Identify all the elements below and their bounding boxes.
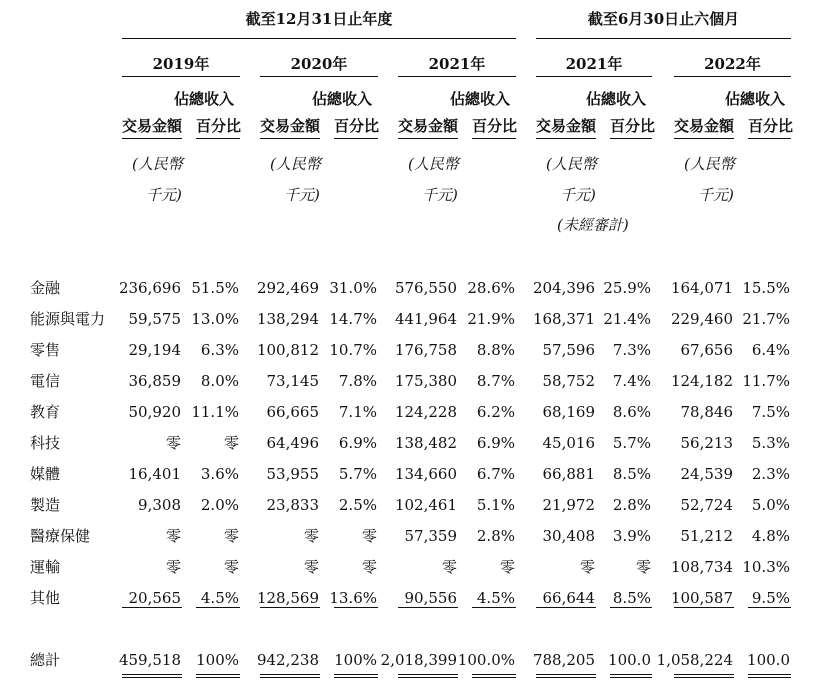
total-double-underline (748, 674, 791, 678)
cell-pct: 10.7% (329, 341, 377, 359)
col-header-pct: 百分比 (610, 117, 656, 135)
cell-pct: 6.3% (200, 341, 239, 359)
cell-pct: 2.0% (200, 496, 239, 514)
total-label: 總計 (30, 651, 61, 669)
cell-pct: 5.3% (751, 434, 790, 452)
cell-pct: 9.5% (751, 589, 790, 607)
subtotal-underline (472, 607, 516, 608)
total-pct: 100.0% (457, 651, 515, 669)
year-header: 2021年 (428, 55, 486, 73)
group-underline-full-year (122, 38, 516, 39)
col-header-amount-underline (260, 138, 320, 139)
cell-amount: 164,071 (670, 279, 733, 297)
cell-amount: 零 (165, 527, 181, 545)
cell-pct: 13.6% (329, 589, 377, 607)
total-amount: 788,205 (532, 651, 595, 669)
year-header: 2022年 (704, 55, 761, 73)
cell-amount: 21,972 (542, 496, 595, 514)
cell-pct: 21.4% (603, 310, 651, 328)
cell-amount: 124,228 (394, 403, 457, 421)
cell-amount: 100,812 (256, 341, 319, 359)
cell-amount: 零 (303, 527, 319, 545)
unit-label: (人民幣 (546, 155, 597, 173)
total-double-underline (334, 674, 378, 678)
cell-pct: 8.7% (476, 372, 515, 390)
cell-pct: 6.9% (338, 434, 377, 452)
subtotal-underline (260, 607, 320, 608)
year-underline (260, 76, 378, 77)
cell-pct: 14.7% (329, 310, 377, 328)
row-label: 製造 (30, 496, 61, 514)
col-header-pct: 佔總收入 (724, 90, 785, 108)
cell-amount: 108,734 (670, 558, 733, 576)
cell-amount: 67,656 (680, 341, 733, 359)
cell-pct: 7.8% (338, 372, 377, 390)
cell-amount: 58,752 (542, 372, 595, 390)
col-header-amount-underline (398, 138, 458, 139)
cell-amount: 236,696 (118, 279, 181, 297)
cell-pct: 8.5% (612, 589, 651, 607)
cell-pct: 15.5% (742, 279, 790, 297)
total-amount: 459,518 (118, 651, 181, 669)
row-label: 醫療保健 (30, 527, 91, 545)
cell-amount: 57,596 (542, 341, 595, 359)
cell-pct: 4.5% (476, 589, 515, 607)
col-header-amount: 交易金額 (674, 117, 735, 135)
unit-label: (人民幣 (270, 155, 321, 173)
total-amount: 1,058,224 (656, 651, 733, 669)
col-header-pct-underline (610, 138, 652, 139)
subtotal-underline (334, 607, 378, 608)
cell-pct: 13.0% (191, 310, 239, 328)
unit-label: (人民幣 (408, 155, 459, 173)
col-header-amount: 交易金額 (260, 117, 321, 135)
subtotal-underline (610, 607, 652, 608)
cell-amount: 229,460 (670, 310, 733, 328)
cell-pct: 零 (361, 558, 377, 576)
col-header-pct: 佔總收入 (173, 90, 234, 108)
cell-pct: 零 (223, 527, 239, 545)
cell-amount: 90,556 (404, 589, 457, 607)
unit-label: 千元) (560, 186, 596, 204)
subtotal-underline (748, 607, 791, 608)
total-double-underline (610, 674, 652, 678)
cell-pct: 零 (361, 527, 377, 545)
cell-amount: 134,660 (394, 465, 457, 483)
cell-amount: 36,859 (128, 372, 181, 390)
cell-pct: 11.7% (742, 372, 790, 390)
col-header-pct: 百分比 (472, 117, 518, 135)
cell-amount: 68,169 (542, 403, 595, 421)
cell-pct: 2.8% (612, 496, 651, 514)
row-label: 科技 (30, 434, 61, 452)
total-double-underline (196, 674, 240, 678)
total-pct: 100% (196, 651, 239, 669)
cell-amount: 23,833 (266, 496, 319, 514)
year-header: 2020年 (290, 55, 348, 73)
cell-amount: 66,644 (542, 589, 595, 607)
cell-pct: 零 (223, 558, 239, 576)
cell-pct: 3.6% (200, 465, 239, 483)
total-pct: 100.0 (747, 651, 790, 669)
cell-amount: 73,145 (266, 372, 319, 390)
cell-pct: 7.1% (338, 403, 377, 421)
row-label: 金融 (30, 279, 61, 297)
cell-amount: 64,496 (266, 434, 319, 452)
cell-amount: 45,016 (542, 434, 595, 452)
cell-pct: 零 (223, 434, 239, 452)
col-header-pct: 佔總收入 (311, 90, 372, 108)
col-header-pct-underline (334, 138, 378, 139)
cell-pct: 8.6% (612, 403, 651, 421)
group-header-half-year: 截至6月30日止六個月 (587, 10, 740, 28)
year-underline (398, 76, 516, 77)
cell-amount: 16,401 (128, 465, 181, 483)
col-header-amount-underline (536, 138, 596, 139)
cell-pct: 6.7% (476, 465, 515, 483)
cell-amount: 66,665 (266, 403, 319, 421)
year-underline (536, 76, 652, 77)
unit-label: 千元) (146, 186, 182, 204)
cell-amount: 50,920 (128, 403, 181, 421)
cell-amount: 52,724 (680, 496, 733, 514)
row-label: 運輸 (30, 558, 61, 576)
row-label: 其他 (30, 589, 61, 607)
subtotal-underline (196, 607, 240, 608)
col-header-pct: 百分比 (748, 117, 794, 135)
cell-amount: 零 (165, 558, 181, 576)
total-double-underline (260, 674, 320, 678)
cell-pct: 7.5% (751, 403, 790, 421)
cell-pct: 8.8% (476, 341, 515, 359)
cell-pct: 3.9% (612, 527, 651, 545)
total-double-underline (472, 674, 516, 678)
unit-label: (人民幣 (132, 155, 183, 173)
cell-pct: 4.5% (200, 589, 239, 607)
col-header-pct-underline (472, 138, 516, 139)
unaudited-label: (未經審計) (557, 216, 629, 234)
cell-amount: 576,550 (394, 279, 457, 297)
subtotal-underline (398, 607, 458, 608)
col-header-pct-underline (196, 138, 240, 139)
row-label: 電信 (30, 372, 61, 390)
cell-pct: 10.3% (742, 558, 790, 576)
cell-pct: 31.0% (329, 279, 377, 297)
cell-amount: 441,964 (394, 310, 457, 328)
cell-amount: 124,182 (670, 372, 733, 390)
total-amount: 2,018,399 (380, 651, 457, 669)
total-double-underline (536, 674, 596, 678)
cell-pct: 零 (499, 558, 515, 576)
cell-amount: 292,469 (256, 279, 319, 297)
cell-pct: 8.5% (612, 465, 651, 483)
cell-amount: 29,194 (128, 341, 181, 359)
unit-label: 千元) (284, 186, 320, 204)
cell-amount: 30,408 (542, 527, 595, 545)
cell-pct: 21.7% (742, 310, 790, 328)
total-pct: 100% (334, 651, 377, 669)
col-header-amount: 交易金額 (398, 117, 459, 135)
group-underline-half-year (536, 38, 791, 39)
cell-pct: 4.8% (751, 527, 790, 545)
cell-amount: 128,569 (256, 589, 319, 607)
cell-amount: 204,396 (532, 279, 595, 297)
cell-pct: 2.8% (476, 527, 515, 545)
cell-amount: 176,758 (394, 341, 457, 359)
col-header-amount: 交易金額 (536, 117, 597, 135)
total-amount: 942,238 (256, 651, 319, 669)
cell-pct: 零 (635, 558, 651, 576)
cell-pct: 5.1% (476, 496, 515, 514)
col-header-amount-underline (122, 138, 182, 139)
cell-amount: 100,587 (670, 589, 733, 607)
unit-label: (人民幣 (684, 155, 735, 173)
cell-amount: 102,461 (394, 496, 457, 514)
year-header: 2019年 (152, 55, 210, 73)
cell-pct: 51.5% (191, 279, 239, 297)
cell-amount: 24,539 (680, 465, 733, 483)
col-header-pct: 佔總收入 (449, 90, 510, 108)
unit-label: 千元) (698, 186, 734, 204)
cell-amount: 78,846 (680, 403, 733, 421)
cell-pct: 8.0% (200, 372, 239, 390)
total-pct: 100.0 (608, 651, 651, 669)
unit-label: 千元) (422, 186, 458, 204)
col-header-pct: 百分比 (334, 117, 380, 135)
cell-pct: 5.0% (751, 496, 790, 514)
cell-pct: 7.3% (612, 341, 651, 359)
cell-amount: 168,371 (532, 310, 595, 328)
cell-pct: 6.9% (476, 434, 515, 452)
cell-amount: 零 (579, 558, 595, 576)
cell-amount: 9,308 (138, 496, 181, 514)
row-label: 教育 (30, 403, 61, 421)
year-underline (122, 76, 240, 77)
year-header: 2021年 (565, 55, 623, 73)
cell-amount: 59,575 (128, 310, 181, 328)
cell-pct: 5.7% (612, 434, 651, 452)
cell-pct: 7.4% (612, 372, 651, 390)
total-double-underline (122, 674, 182, 678)
cell-amount: 零 (441, 558, 457, 576)
subtotal-underline (122, 607, 182, 608)
col-header-pct: 佔總收入 (585, 90, 646, 108)
row-label: 零售 (30, 341, 61, 359)
cell-amount: 56,213 (680, 434, 733, 452)
col-header-amount-underline (674, 138, 734, 139)
subtotal-underline (536, 607, 596, 608)
cell-pct: 6.2% (476, 403, 515, 421)
col-header-pct-underline (748, 138, 791, 139)
subtotal-underline (674, 607, 734, 608)
cell-amount: 零 (165, 434, 181, 452)
group-header-full-year: 截至12月31日止年度 (245, 10, 393, 28)
row-label: 能源與電力 (30, 310, 106, 328)
col-header-pct: 百分比 (196, 117, 242, 135)
cell-amount: 53,955 (266, 465, 319, 483)
total-double-underline (398, 674, 458, 678)
total-double-underline (674, 674, 734, 678)
cell-amount: 66,881 (542, 465, 595, 483)
cell-pct: 25.9% (603, 279, 651, 297)
cell-pct: 11.1% (191, 403, 239, 421)
cell-pct: 21.9% (467, 310, 515, 328)
cell-pct: 2.5% (338, 496, 377, 514)
cell-amount: 51,212 (680, 527, 733, 545)
cell-amount: 138,482 (394, 434, 457, 452)
row-label: 媒體 (30, 465, 61, 483)
cell-pct: 5.7% (338, 465, 377, 483)
cell-pct: 6.4% (751, 341, 790, 359)
cell-pct: 2.3% (751, 465, 790, 483)
col-header-amount: 交易金額 (122, 117, 183, 135)
year-underline (674, 76, 791, 77)
cell-amount: 175,380 (394, 372, 457, 390)
cell-amount: 零 (303, 558, 319, 576)
cell-amount: 20,565 (128, 589, 181, 607)
cell-amount: 57,359 (404, 527, 457, 545)
cell-pct: 28.6% (467, 279, 515, 297)
cell-amount: 138,294 (256, 310, 319, 328)
